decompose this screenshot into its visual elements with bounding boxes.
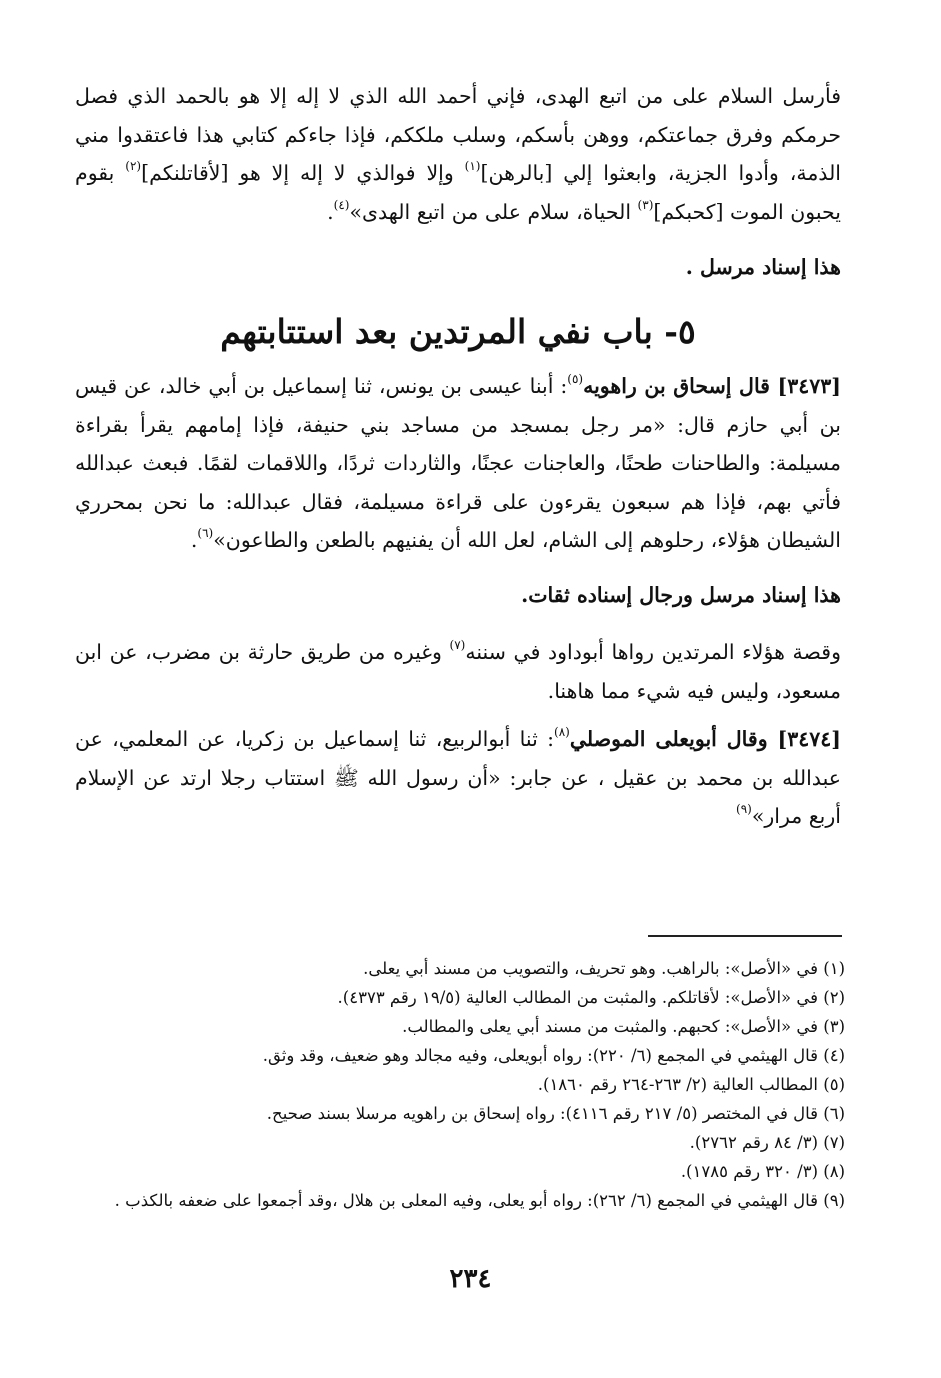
footnote: (٧) (٣/ ٨٤ رقم ٢٧٦٢).	[689, 1133, 845, 1152]
page-number: ٢٣٤	[449, 1264, 492, 1294]
letter-text-4: الحياة، سلام على من اتبع الهدى»	[349, 199, 638, 224]
isnad-note-2: هذا إسناد مرسل ورجال إسناده ثقات.	[521, 583, 841, 607]
footnote-ref-9: (٩)	[736, 802, 752, 816]
footnote: (٩) قال الهيثمي في المجمع (٦/ ٢٦٢): رواه أبو يعلى، وفيه المعلى بن هلال ،وقد أجمعوا على ضعفه بالكذب .	[114, 1191, 845, 1210]
hadith-3474-lead: [٣٤٧٤] وقال أبويعلى الموصلي	[569, 727, 841, 751]
footnote: (١) في «الأصل»: بالراهب. وهو تحريف، والتصويب من مسند أبي يعلى.	[363, 959, 845, 978]
commentary-text: وقصة هؤلاء المرتدين رواها أبوداود في سننه	[465, 640, 841, 664]
letter-text-2: وإلا فوالذي لا إله إلا هو [لأقاتلنكم]	[141, 161, 465, 185]
letter-text: فأرسل السلام على من اتبع الهدى، فإني أحمد الله الذي لا إله إلا هو بالحمد الذي فصل حرمكم وفرق جماعتكم، ووهن بأسكم، وسلب ملككم، فإذا جاءكم كتابي هذا فاعتقدوا مني الذمة، وأدوا الجزية، وابعثوا إلي [بالرهن]	[75, 84, 842, 185]
hadith-3473	[75, 367, 841, 560]
isnad-note-1: هذا إسناد مرسل .	[685, 255, 841, 279]
paragraph-letter	[75, 77, 841, 231]
footnote: (٨) (٣/ ٣٢٠ رقم ١٧٨٥).	[680, 1162, 845, 1181]
footnote-ref-3: (٣)	[637, 197, 654, 212]
footnote-ref-1: (١)	[464, 159, 481, 173]
footnote-ref-5: (٥)	[567, 372, 584, 386]
footnote-ref-8: (٨)	[554, 725, 570, 739]
letter-text-end: .	[327, 199, 334, 224]
footnote: (٤) قال الهيثمي في المجمع (٦/ ٢٢٠): رواه أبويعلى، وفيه مجالد وهو ضعيف، وقد وثق.	[262, 1046, 845, 1065]
footnote: (٣) في «الأصل»: كحبهم. والمثبت من مسند أبي يعلى والمطالب.	[402, 1017, 845, 1036]
footnote-ref-4: (٤)	[333, 197, 350, 212]
footnote-ref-7: (٧)	[449, 638, 466, 652]
footnotes	[75, 954, 845, 1215]
footnote: (٢) في «الأصل»: لأقاتلكم. والمثبت من المطالب العالية (١٩/٥ رقم ٤٣٧٣).	[337, 988, 845, 1007]
footnote-ref-6: (٦)	[197, 526, 214, 540]
chapter-heading: ٥- باب نفي المرتدين بعد استتابتهم	[220, 312, 696, 351]
footnote: (٥) المطالب العالية (٢/ ٢٦٣-٢٦٤ رقم ١٨٦٠).	[537, 1075, 845, 1094]
hadith-3473-end: .	[190, 528, 198, 552]
hadith-3473-lead: [٣٤٧٣] قال إسحاق بن راهويه	[583, 374, 841, 398]
commentary-text-2: وغيره من طريق حارثة بن مضرب، عن ابن مسعود، وليس فيه شيء مما هاهنا.	[75, 640, 841, 703]
commentary-paragraph	[75, 633, 841, 710]
hadith-3474	[75, 720, 841, 836]
hadith-3474-text: : ثنا أبوالربيع، ثنا إسماعيل بن زكريا، عن المعلمي، عن عبدالله بن محمد بن عقيل ، عن جابر: «أن رسول الله ﷺ استتاب رجلا ارتد عن الإسلام أربع مرار»	[75, 727, 841, 828]
footnote-divider	[648, 935, 842, 937]
hadith-3473-text: : أبنا عيسى بن يونس، ثنا إسماعيل بن أبي خالد، عن قيس بن أبي حازم قال: «مر رجل بمسجد من مساجد بني حنيفة، فإذا إمامهم يقرأ بقراءة مسيلمة: والطاحنات طحنًا، والعاجنات عجنًا، والثاردات ثردًا، واللاقمات لقمًا. فبعث عبدالله فأتي بهم، فإذا هم سبعون يقرءون على قراءة مسيلمة، فقال عبدالله: ما نحن بمحرري الشيطان هؤلاء، رحلوهم إلى الشام، لعل الله أن يفنيهم بالطعن والطاعون»	[75, 374, 841, 552]
footnote: (٦) قال في المختصر (٥/ ٢١٧ رقم ٤١١٦): رواه إسحاق بن راهويه مرسلا بسند صحيح.	[266, 1104, 845, 1123]
footnote-ref-2: (٢)	[125, 159, 142, 173]
letter-text-3: بقوم يحبون الموت [كحبكم]	[75, 161, 841, 224]
